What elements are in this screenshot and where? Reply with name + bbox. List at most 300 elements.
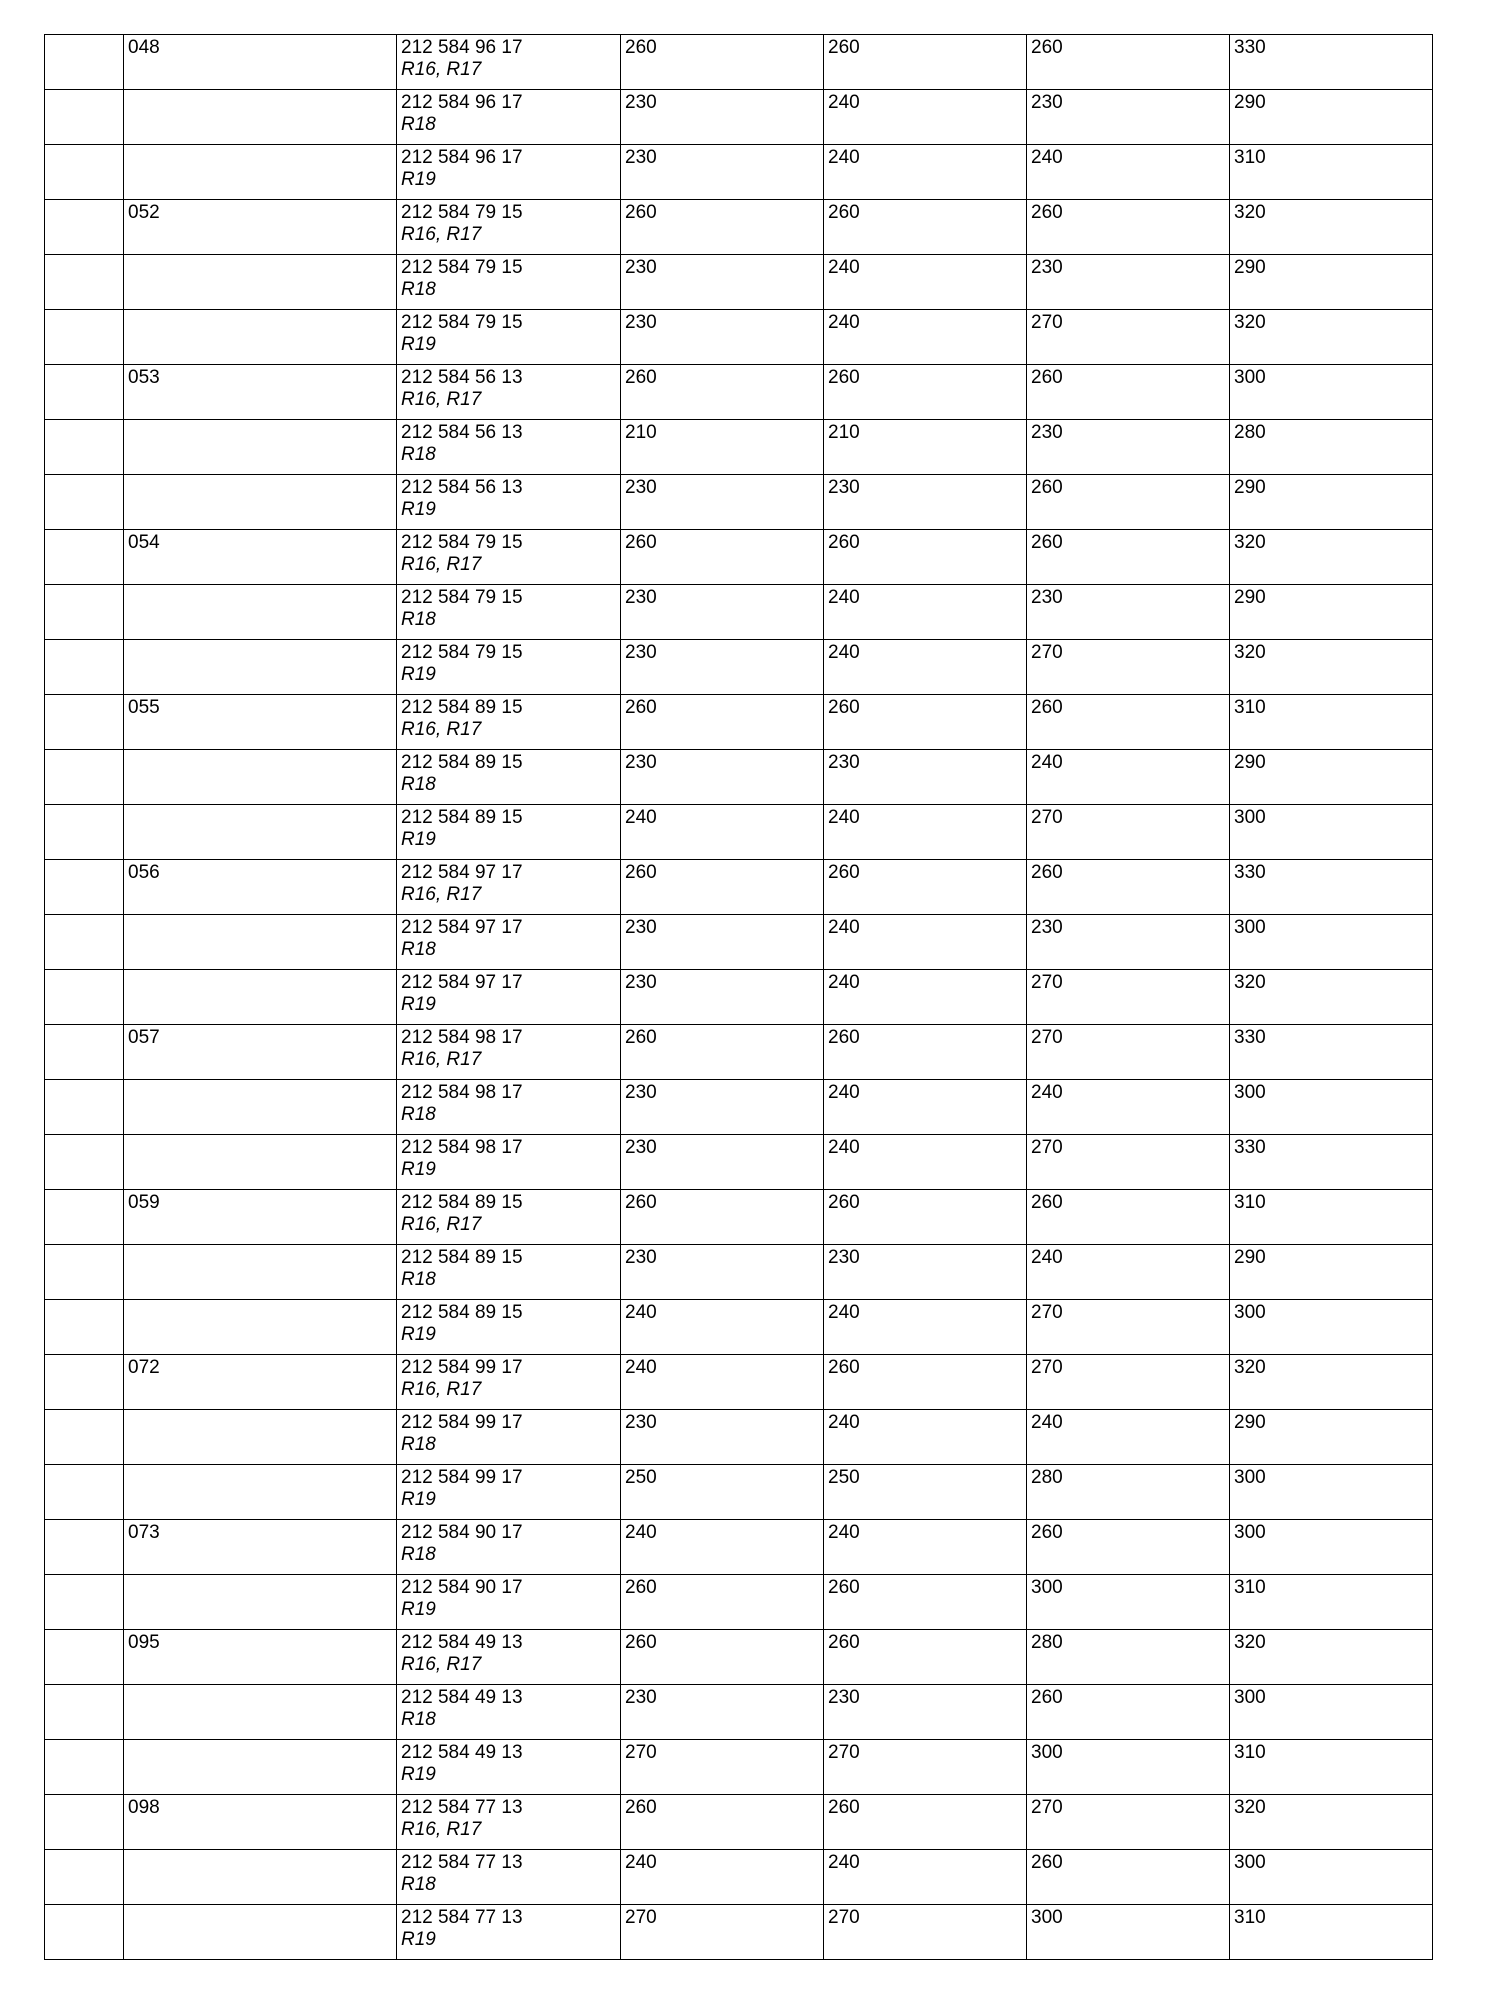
variant-label: R19: [401, 1159, 436, 1180]
part-cell: [397, 1905, 621, 1960]
value-cell: 270: [1027, 1355, 1230, 1410]
value-cell: 310: [1230, 1575, 1433, 1630]
value-cell: 280: [1027, 1465, 1230, 1520]
variant-label: R16, R17: [401, 1379, 482, 1400]
code-cell: [124, 1080, 397, 1135]
part-number: 212 584 56 13: [401, 422, 523, 443]
blank-cell: [45, 365, 124, 420]
value-cell: 230: [621, 1410, 824, 1465]
part-cell: [397, 915, 621, 970]
variant-label: R19: [401, 1929, 436, 1950]
value-cell: 260: [621, 200, 824, 255]
value-cell: 320: [1230, 1630, 1433, 1685]
blank-cell: [45, 420, 124, 475]
value-cell: 230: [824, 1245, 1027, 1300]
part-cell: [397, 1575, 621, 1630]
variant-label: R18: [401, 939, 436, 960]
value-cell: 300: [1027, 1740, 1230, 1795]
value-cell: 230: [621, 255, 824, 310]
part-cell: [397, 365, 621, 420]
part-number: 212 584 99 17: [401, 1467, 523, 1488]
value-cell: 260: [621, 1575, 824, 1630]
variant-label: R19: [401, 1599, 436, 1620]
code-cell: [124, 585, 397, 640]
table-row: [45, 1630, 1433, 1685]
table-row: [45, 310, 1433, 365]
blank-cell: [45, 1795, 124, 1850]
value-cell: 300: [1230, 1300, 1433, 1355]
blank-cell: [45, 695, 124, 750]
value-cell: 260: [1027, 475, 1230, 530]
value-cell: 310: [1230, 695, 1433, 750]
part-cell: [397, 200, 621, 255]
value-cell: 230: [621, 1135, 824, 1190]
blank-cell: [45, 1025, 124, 1080]
part-number: 212 584 89 15: [401, 1192, 523, 1213]
variant-label: R18: [401, 609, 436, 630]
value-cell: 270: [824, 1740, 1027, 1795]
value-cell: 300: [1027, 1905, 1230, 1960]
part-cell: [397, 1795, 621, 1850]
part-cell: [397, 475, 621, 530]
variant-label: R19: [401, 169, 436, 190]
part-number: 212 584 89 15: [401, 1247, 523, 1268]
table-row: [45, 1190, 1433, 1245]
value-cell: 260: [1027, 200, 1230, 255]
value-cell: 290: [1230, 585, 1433, 640]
value-cell: 270: [1027, 640, 1230, 695]
value-cell: 260: [621, 695, 824, 750]
part-cell: [397, 1135, 621, 1190]
part-number: 212 584 97 17: [401, 917, 523, 938]
value-cell: 230: [1027, 90, 1230, 145]
variant-label: R16, R17: [401, 884, 482, 905]
variant-label: R19: [401, 1764, 436, 1785]
variant-label: R16, R17: [401, 389, 482, 410]
value-cell: 280: [1230, 420, 1433, 475]
blank-cell: [45, 35, 124, 90]
part-cell: [397, 90, 621, 145]
variant-label: R18: [401, 1874, 436, 1895]
code-cell: [124, 915, 397, 970]
value-cell: 240: [824, 640, 1027, 695]
part-cell: [397, 1410, 621, 1465]
table-row: [45, 1795, 1433, 1850]
variant-label: R18: [401, 444, 436, 465]
value-cell: 260: [1027, 695, 1230, 750]
table-row: [45, 640, 1433, 695]
value-cell: 230: [1027, 915, 1230, 970]
table-row: [45, 1575, 1433, 1630]
part-number: 212 584 49 13: [401, 1632, 523, 1653]
value-cell: 240: [824, 1080, 1027, 1135]
part-number: 212 584 89 15: [401, 697, 523, 718]
part-number: 212 584 77 13: [401, 1852, 523, 1873]
value-cell: 240: [1027, 1245, 1230, 1300]
value-cell: 320: [1230, 200, 1433, 255]
variant-label: R16, R17: [401, 554, 482, 575]
blank-cell: [45, 1355, 124, 1410]
blank-cell: [45, 1575, 124, 1630]
table-row: [45, 1300, 1433, 1355]
code-cell: [124, 970, 397, 1025]
value-cell: 240: [824, 915, 1027, 970]
part-number: 212 584 89 15: [401, 807, 523, 828]
table-row: [45, 1850, 1433, 1905]
value-cell: 300: [1230, 915, 1433, 970]
part-number: 212 584 77 13: [401, 1797, 523, 1818]
code-cell: [124, 1575, 397, 1630]
value-cell: 260: [1027, 860, 1230, 915]
code-cell: [124, 1410, 397, 1465]
value-cell: 240: [824, 90, 1027, 145]
part-cell: [397, 805, 621, 860]
value-cell: 240: [824, 585, 1027, 640]
value-cell: 260: [621, 365, 824, 420]
part-cell: [397, 640, 621, 695]
value-cell: 290: [1230, 750, 1433, 805]
value-cell: 250: [621, 1465, 824, 1520]
value-cell: 270: [1027, 1795, 1230, 1850]
value-cell: 290: [1230, 475, 1433, 530]
value-cell: 260: [1027, 365, 1230, 420]
value-cell: 210: [621, 420, 824, 475]
value-cell: 240: [824, 1135, 1027, 1190]
variant-label: R18: [401, 774, 436, 795]
value-cell: 270: [824, 1905, 1027, 1960]
table-row: [45, 1905, 1433, 1960]
part-number: 212 584 98 17: [401, 1137, 523, 1158]
table-row: [45, 1410, 1433, 1465]
value-cell: 300: [1230, 805, 1433, 860]
blank-cell: [45, 1190, 124, 1245]
value-cell: 260: [621, 35, 824, 90]
variant-label: R18: [401, 1104, 436, 1125]
variant-label: R16, R17: [401, 59, 482, 80]
value-cell: 320: [1230, 1355, 1433, 1410]
value-cell: 240: [824, 255, 1027, 310]
part-cell: [397, 1025, 621, 1080]
code-cell: 098: [124, 1795, 397, 1850]
part-number: 212 584 96 17: [401, 92, 523, 113]
value-cell: 240: [824, 310, 1027, 365]
blank-cell: [45, 1850, 124, 1905]
code-cell: [124, 255, 397, 310]
variant-label: R16, R17: [401, 719, 482, 740]
value-cell: 250: [824, 1465, 1027, 1520]
value-cell: 240: [824, 1300, 1027, 1355]
table-row: [45, 1465, 1433, 1520]
blank-cell: [45, 640, 124, 695]
value-cell: 230: [1027, 420, 1230, 475]
value-cell: 300: [1230, 1685, 1433, 1740]
table-row: [45, 420, 1433, 475]
part-cell: [397, 145, 621, 200]
value-cell: 230: [1027, 255, 1230, 310]
part-number: 212 584 99 17: [401, 1412, 523, 1433]
value-cell: 260: [824, 1355, 1027, 1410]
part-cell: [397, 970, 621, 1025]
value-cell: 260: [1027, 530, 1230, 585]
code-cell: [124, 475, 397, 530]
value-cell: 240: [621, 1355, 824, 1410]
part-cell: [397, 860, 621, 915]
value-cell: 260: [824, 200, 1027, 255]
part-cell: [397, 420, 621, 475]
code-cell: [124, 420, 397, 475]
value-cell: 330: [1230, 1025, 1433, 1080]
part-number: 212 584 56 13: [401, 367, 523, 388]
code-cell: 059: [124, 1190, 397, 1245]
part-number: 212 584 79 15: [401, 532, 523, 553]
table-row: [45, 475, 1433, 530]
blank-cell: [45, 145, 124, 200]
blank-cell: [45, 475, 124, 530]
value-cell: 270: [1027, 970, 1230, 1025]
table-row: [45, 750, 1433, 805]
part-number: 212 584 96 17: [401, 147, 523, 168]
code-cell: [124, 1905, 397, 1960]
variant-label: R19: [401, 994, 436, 1015]
value-cell: 230: [824, 1685, 1027, 1740]
variant-label: R16, R17: [401, 1214, 482, 1235]
part-cell: [397, 1685, 621, 1740]
variant-label: R16, R17: [401, 1049, 482, 1070]
blank-cell: [45, 255, 124, 310]
code-cell: [124, 1685, 397, 1740]
value-cell: 240: [1027, 1410, 1230, 1465]
part-cell: [397, 695, 621, 750]
code-cell: [124, 310, 397, 365]
table-row: [45, 1520, 1433, 1575]
value-cell: 240: [1027, 145, 1230, 200]
value-cell: 260: [621, 530, 824, 585]
code-cell: 072: [124, 1355, 397, 1410]
part-cell: [397, 1300, 621, 1355]
code-cell: 053: [124, 365, 397, 420]
value-cell: 240: [824, 970, 1027, 1025]
part-cell: [397, 310, 621, 365]
value-cell: 260: [1027, 1685, 1230, 1740]
value-cell: 300: [1230, 1080, 1433, 1135]
value-cell: 260: [621, 860, 824, 915]
value-cell: 270: [1027, 1300, 1230, 1355]
part-number: 212 584 79 15: [401, 257, 523, 278]
value-cell: 300: [1230, 365, 1433, 420]
part-number: 212 584 77 13: [401, 1907, 523, 1928]
part-number: 212 584 49 13: [401, 1687, 523, 1708]
value-cell: 260: [824, 530, 1027, 585]
value-cell: 310: [1230, 145, 1433, 200]
part-number: 212 584 49 13: [401, 1742, 523, 1763]
value-cell: 240: [824, 805, 1027, 860]
variant-label: R16, R17: [401, 1654, 482, 1675]
value-cell: 310: [1230, 1190, 1433, 1245]
blank-cell: [45, 1685, 124, 1740]
value-cell: 270: [1027, 1025, 1230, 1080]
code-cell: [124, 750, 397, 805]
variant-label: R18: [401, 1709, 436, 1730]
value-cell: 230: [621, 475, 824, 530]
value-cell: 260: [1027, 1850, 1230, 1905]
variant-label: R18: [401, 279, 436, 300]
variant-label: R19: [401, 1489, 436, 1510]
code-cell: 073: [124, 1520, 397, 1575]
blank-cell: [45, 1630, 124, 1685]
part-cell: [397, 1245, 621, 1300]
value-cell: 240: [621, 1850, 824, 1905]
value-cell: 260: [621, 1190, 824, 1245]
value-cell: 260: [1027, 1190, 1230, 1245]
blank-cell: [45, 860, 124, 915]
value-cell: 320: [1230, 1795, 1433, 1850]
variant-label: R18: [401, 1434, 436, 1455]
blank-cell: [45, 200, 124, 255]
value-cell: 240: [824, 1850, 1027, 1905]
value-cell: 330: [1230, 35, 1433, 90]
value-cell: 230: [621, 310, 824, 365]
value-cell: 260: [621, 1630, 824, 1685]
value-cell: 230: [621, 90, 824, 145]
value-cell: 260: [1027, 1520, 1230, 1575]
value-cell: 310: [1230, 1905, 1433, 1960]
code-cell: [124, 640, 397, 695]
value-cell: 230: [824, 475, 1027, 530]
code-cell: 057: [124, 1025, 397, 1080]
value-cell: 230: [621, 915, 824, 970]
blank-cell: [45, 530, 124, 585]
code-cell: 052: [124, 200, 397, 255]
code-cell: [124, 1465, 397, 1520]
table-row: [45, 805, 1433, 860]
table-row: [45, 585, 1433, 640]
variant-label: R19: [401, 1324, 436, 1345]
part-number: 212 584 79 15: [401, 587, 523, 608]
value-cell: 230: [621, 640, 824, 695]
value-cell: 320: [1230, 640, 1433, 695]
part-number: 212 584 79 15: [401, 312, 523, 333]
value-cell: 330: [1230, 860, 1433, 915]
table-row: [45, 365, 1433, 420]
part-cell: [397, 1465, 621, 1520]
table-row: [45, 1080, 1433, 1135]
blank-cell: [45, 1905, 124, 1960]
value-cell: 260: [824, 1575, 1027, 1630]
blank-cell: [45, 915, 124, 970]
part-cell: [397, 1740, 621, 1795]
part-number: 212 584 56 13: [401, 477, 523, 498]
part-number: 212 584 97 17: [401, 862, 523, 883]
blank-cell: [45, 970, 124, 1025]
value-cell: 240: [621, 1520, 824, 1575]
value-cell: 300: [1230, 1850, 1433, 1905]
value-cell: 270: [1027, 310, 1230, 365]
code-cell: [124, 1300, 397, 1355]
code-cell: [124, 145, 397, 200]
variant-label: R18: [401, 1544, 436, 1565]
code-cell: [124, 90, 397, 145]
blank-cell: [45, 1520, 124, 1575]
blank-cell: [45, 310, 124, 365]
part-cell: [397, 35, 621, 90]
value-cell: 260: [824, 1630, 1027, 1685]
table-row: [45, 1685, 1433, 1740]
value-cell: 260: [621, 1795, 824, 1850]
table-row: [45, 970, 1433, 1025]
variant-label: R19: [401, 664, 436, 685]
value-cell: 260: [824, 695, 1027, 750]
code-cell: 048: [124, 35, 397, 90]
table-body: [45, 35, 1433, 1960]
table-row: [45, 35, 1433, 90]
blank-cell: [45, 1740, 124, 1795]
value-cell: 260: [824, 860, 1027, 915]
variant-label: R18: [401, 114, 436, 135]
variant-label: R18: [401, 1269, 436, 1290]
blank-cell: [45, 1410, 124, 1465]
value-cell: 230: [621, 1245, 824, 1300]
part-number: 212 584 99 17: [401, 1357, 523, 1378]
table-row: [45, 915, 1433, 970]
code-cell: [124, 1245, 397, 1300]
variant-label: R19: [401, 829, 436, 850]
value-cell: 210: [824, 420, 1027, 475]
variant-label: R16, R17: [401, 1819, 482, 1840]
blank-cell: [45, 585, 124, 640]
part-number: 212 584 90 17: [401, 1522, 523, 1543]
part-cell: [397, 1190, 621, 1245]
part-cell: [397, 1080, 621, 1135]
value-cell: 260: [1027, 35, 1230, 90]
value-cell: 240: [621, 1300, 824, 1355]
part-number: 212 584 79 15: [401, 202, 523, 223]
blank-cell: [45, 1300, 124, 1355]
value-cell: 230: [824, 750, 1027, 805]
part-number: 212 584 90 17: [401, 1577, 523, 1598]
part-number: 212 584 79 15: [401, 642, 523, 663]
value-cell: 290: [1230, 90, 1433, 145]
value-cell: 260: [621, 1025, 824, 1080]
value-cell: 280: [1027, 1630, 1230, 1685]
variant-label: R19: [401, 334, 436, 355]
value-cell: 270: [621, 1905, 824, 1960]
table-row: [45, 145, 1433, 200]
value-cell: 230: [621, 145, 824, 200]
value-cell: 270: [1027, 805, 1230, 860]
code-cell: 056: [124, 860, 397, 915]
variant-label: R19: [401, 499, 436, 520]
value-cell: 260: [824, 1190, 1027, 1245]
value-cell: 230: [621, 750, 824, 805]
table-row: [45, 255, 1433, 310]
code-cell: 054: [124, 530, 397, 585]
value-cell: 330: [1230, 1135, 1433, 1190]
value-cell: 240: [1027, 750, 1230, 805]
table-row: [45, 1135, 1433, 1190]
code-cell: [124, 1135, 397, 1190]
value-cell: 230: [621, 1685, 824, 1740]
part-number: 212 584 97 17: [401, 972, 523, 993]
table-row: [45, 530, 1433, 585]
value-cell: 290: [1230, 1245, 1433, 1300]
value-cell: 320: [1230, 530, 1433, 585]
part-number: 212 584 98 17: [401, 1082, 523, 1103]
value-cell: 230: [621, 585, 824, 640]
value-cell: 240: [824, 1410, 1027, 1465]
value-cell: 290: [1230, 255, 1433, 310]
table-row: [45, 695, 1433, 750]
value-cell: 290: [1230, 1410, 1433, 1465]
